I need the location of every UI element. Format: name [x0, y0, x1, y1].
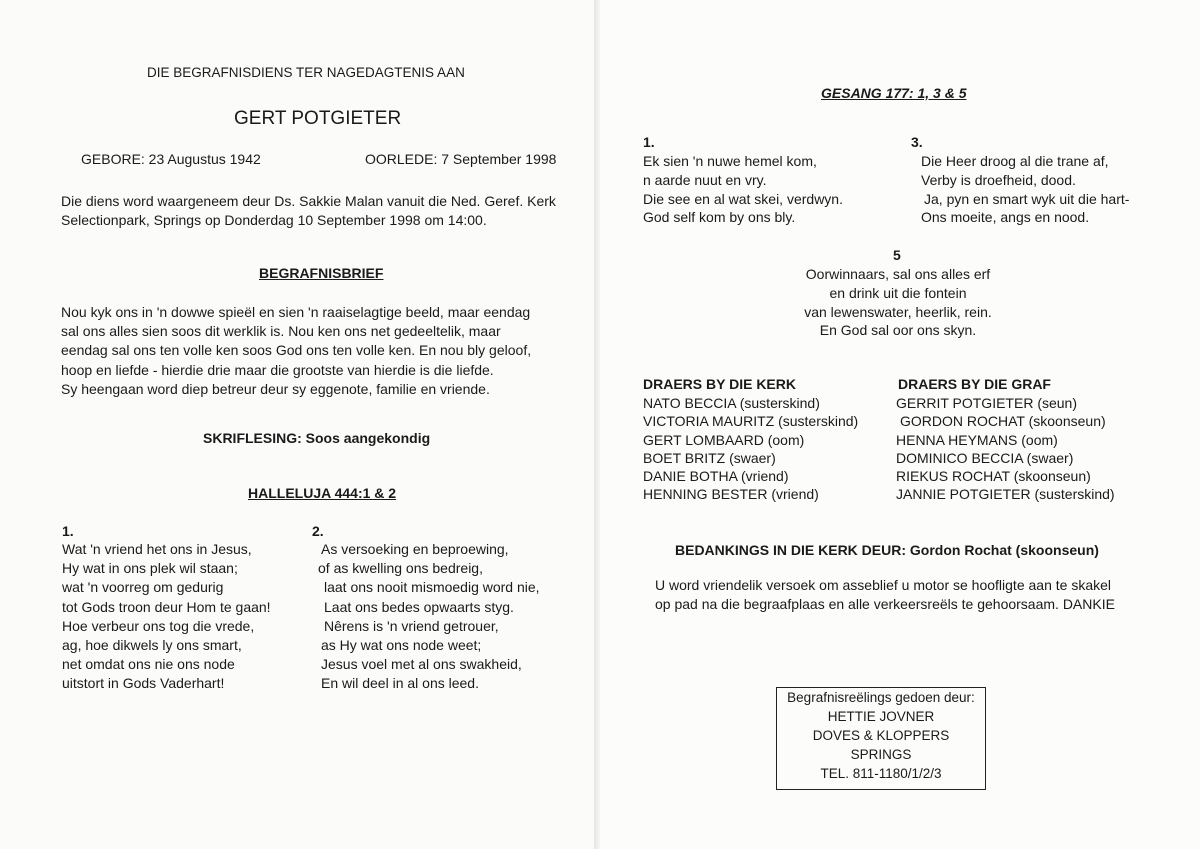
- verse-line: God self kom by ons bly.: [643, 209, 796, 226]
- right-hymn-title: GESANG 177: 1, 3 & 5: [821, 85, 967, 101]
- verse-line: laat ons nooit mismoedig word nie,: [324, 579, 540, 596]
- verse-number: 2.: [312, 523, 324, 539]
- verse-line: as Hy wat ons node weet;: [321, 637, 482, 654]
- verse-line: Ek sien 'n nuwe hemel kom,: [643, 153, 817, 169]
- letter-line: hoop en liefde - hierdie drie maar die grootste van hierdie is die liefde.: [61, 361, 494, 378]
- funeral-letter: [61, 303, 531, 399]
- bearer-item: DANIE BOTHA (vriend): [643, 468, 789, 485]
- verse-line: wat 'n voorreg om gedurig: [62, 579, 224, 596]
- request-line: U word vriendelik versoek om asseblief u motor se hoofligte aan te skakel: [655, 577, 1111, 593]
- bearer-item: NATO BECCIA (susterskind): [643, 395, 820, 411]
- verse-number: 1.: [643, 134, 655, 150]
- verse-line: Oorwinnaars, sal ons alles erf: [805, 266, 991, 282]
- verse-line: Ons moeite, angs en nood.: [921, 209, 1090, 226]
- verse-line: van lewenswater, heerlik, rein.: [804, 303, 992, 320]
- bearer-item: GORDON ROCHAT (skoonseun): [900, 413, 1106, 430]
- arrangements-line: TEL. 811-1180/1/2/3: [820, 766, 942, 781]
- verse-line: As versoeking en beproewing,: [321, 541, 509, 557]
- service-header: DIE BEGRAFNISDIENS TER NAGEDAGTENIS AAN: [147, 65, 465, 80]
- bearer-item: BOET BRITZ (swaer): [643, 449, 776, 466]
- arrangements-line: HETTIE JOVNER: [827, 709, 935, 724]
- request-line: op pad na die begraafplaas en alle verkeersreëls te gehoorsaam. DANKIE: [655, 596, 1115, 612]
- service-details: [61, 192, 556, 230]
- bearer-item: DOMINICO BECCIA (swaer): [896, 449, 1074, 466]
- deceased-name: GERT POTGIETER: [234, 108, 402, 129]
- bearer-item: VICTORIA MAURITZ (susterskind): [643, 413, 859, 430]
- verse-line: net omdat ons nie ons node: [62, 656, 235, 673]
- verse-line: Hoe verbeur ons tog die vrede,: [62, 617, 255, 634]
- verse-number: 5: [893, 247, 901, 263]
- verse-line: Die Heer droog al die trane af,: [921, 153, 1109, 169]
- grave-bearers-title: DRAERS BY DIE GRAF: [898, 376, 1051, 392]
- bearer-item: RIEKUS ROCHAT (skoonseun): [896, 468, 1091, 485]
- scripture-reading: SKRIFLESING: Soos aangekondig: [203, 430, 431, 446]
- verse-line: Laat ons bedes opwaarts styg.: [324, 598, 514, 615]
- arrangements-line: DOVES & KLOPPERS: [812, 728, 950, 743]
- bearer-item: JANNIE POTGIETER (susterskind): [896, 486, 1115, 503]
- verse-line: tot Gods troon deur Hom te gaan!: [62, 598, 271, 615]
- letter-line: eendag sal ons ten volle ken soos God ons ten volle ken. En nou bly geloof,: [61, 342, 532, 359]
- verse-line: Die see en al wat skei, verdwyn.: [643, 190, 843, 207]
- bearer-item: HENNA HEYMANS (oom): [896, 431, 1058, 448]
- grave-bearers-list: [896, 394, 1115, 504]
- gesang-verse-3: [921, 152, 1129, 227]
- verse-line: Wat 'n vriend het ons in Jesus,: [62, 541, 252, 557]
- verse-line: Hy wat in ons plek wil staan;: [62, 560, 238, 577]
- service-line: Selectionpark, Springs op Donderdag 10 September 1998 om 14:00.: [61, 212, 487, 228]
- hymn-verse-1: [62, 540, 271, 694]
- verse-number: 1.: [62, 523, 74, 539]
- letter-line: Nou kyk ons in 'n dowwe spieël en sien 'n raaiselagtige beeld, maar eendag: [61, 304, 531, 320]
- death-date: OORLEDE: 7 September 1998: [365, 151, 557, 167]
- verse-line: n aarde nuut en vry.: [643, 171, 767, 188]
- arrangements-line: SPRINGS: [850, 747, 912, 762]
- verse-line: En wil deel in al ons leed.: [321, 675, 479, 692]
- left-hymn-title: HALLELUJA 444:1 & 2: [248, 485, 397, 501]
- church-bearers-title: DRAERS BY DIE KERK: [643, 376, 796, 392]
- letter-line: Sy heengaan word diep betreur deur sy eggenote, familie en vriende.: [61, 380, 490, 397]
- bearer-item: GERRIT POTGIETER (seun): [896, 395, 1077, 411]
- verse-line: uitstort in Gods Vaderhart!: [62, 675, 225, 692]
- verse-line: of as kwelling ons bedreig,: [318, 560, 483, 577]
- verse-line: En God sal oor ons skyn.: [819, 322, 977, 339]
- verse-line: Nêrens is 'n vriend getrouer,: [324, 617, 499, 634]
- verse-number: 3.: [911, 134, 923, 150]
- church-bearers-list: [643, 394, 858, 504]
- verse-line: Verby is droefheid, dood.: [921, 171, 1076, 188]
- verse-line: en drink uit die fontein: [829, 284, 967, 301]
- verse-line: Ja, pyn en smart wyk uit die hart-: [924, 190, 1130, 207]
- letter-title: BEGRAFNISBRIEF: [259, 265, 384, 281]
- letter-line: sal ons alles sien soos dit werklik is. Nou ken ons net gedeeltelik, maar: [61, 323, 501, 340]
- bearer-item: GERT LOMBAARD (oom): [643, 431, 805, 448]
- funeral-arrangements-box: [776, 687, 986, 790]
- birth-date: GEBORE: 23 Augustus 1942: [81, 151, 261, 167]
- bearer-item: HENNING BESTER (vriend): [643, 486, 819, 503]
- gesang-verse-5: [780, 265, 1016, 340]
- thanks-line: BEDANKINGS IN DIE KERK DEUR: Gordon Rochat (skoonseun): [675, 542, 1099, 558]
- gesang-verse-1: [643, 152, 843, 227]
- service-line: Die diens word waargeneem deur Ds. Sakkie Malan vanuit die Ned. Geref. Kerk: [61, 193, 556, 209]
- arrangements-line: Begrafnisreëlings gedoen deur:: [787, 690, 975, 705]
- traffic-request: [655, 576, 1115, 614]
- verse-line: Jesus voel met al ons swakheid,: [321, 656, 522, 673]
- verse-line: ag, hoe dikwels ly ons smart,: [62, 637, 242, 654]
- hymn-verse-2: [318, 540, 540, 694]
